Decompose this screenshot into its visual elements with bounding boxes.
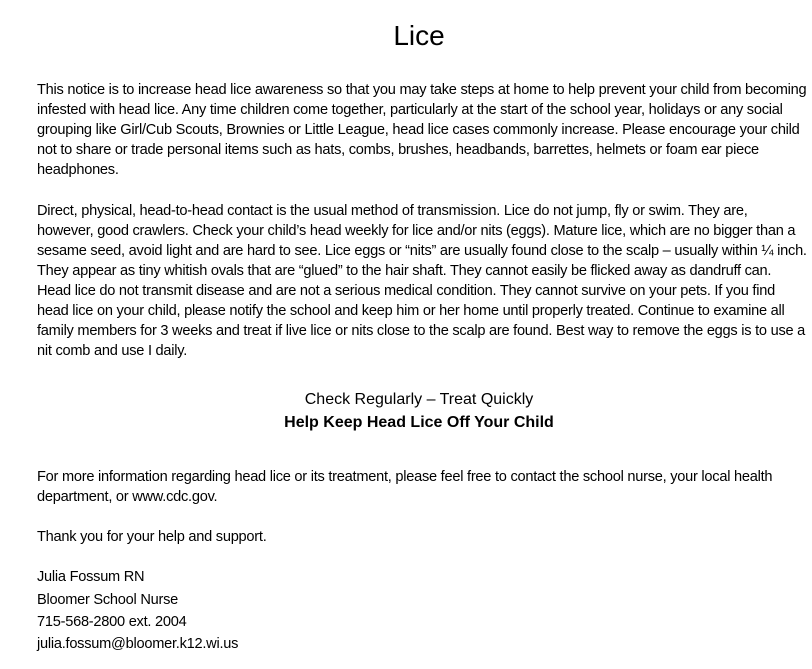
paragraph-thanks: Thank you for your help and support. <box>37 529 267 545</box>
document-title: Lice <box>393 20 445 51</box>
slogan-line-1: Check Regularly – Treat Quickly <box>304 391 534 408</box>
signature-role: Bloomer School Nurse <box>37 592 179 608</box>
slogan-line-2: Help Keep Head Lice Off Your Child <box>284 414 554 431</box>
signature-name: Julia Fossum RN <box>37 569 145 585</box>
paragraph-more-info: For more information regarding head lice or its treatment, please feel free to contact the school nurse, your local health department, or www.cdc.gov. <box>37 469 773 505</box>
signature-email: julia.fossum@bloomer.k12.wi.us <box>37 636 239 652</box>
signature-phone: 715-568-2800 ext. 2004 <box>37 614 187 630</box>
paragraph-transmission: Direct, physical, head-to-head contact is the usual method of transmission. Lice do not jump, fly or swim. They are, however, good crawlers. Check your child’s head weekly for lice and/or nits (eggs). Mature lice, which are no bigger than a sesame seed, avoid light and are hard to see. Lice eggs or “nits” are usually found close to the scalp – usually within ¼ inch. They appear as tiny whitish ovals that are “glued” to the hair shaft. They cannot easily be flicked away as dandruff can. Head lice do not transmit disease and are not a serious medical condition. They cannot survive on your pets. If you find head lice on your child, please notify the school and keep him or her home until properly treated. Continue to examine all family members for 3 weeks and treat if live lice or nits close to the scalp are found. Best way to remove the eggs is to use a nit comb and use I daily. <box>37 203 807 359</box>
paragraph-awareness: This notice is to increase head lice awareness so that you may take steps at home to help prevent your child from becoming infested with head lice. Any time children come together, particularly at the start of the school year, holidays or any social grouping like Girl/Cub Scouts, Brownies or Little League, head lice cases commonly increase. Please encourage your child not to share or trade personal items such as hats, combs, brushes, headbands, barrettes, helmets or foam ear piece headphones. <box>37 82 807 178</box>
